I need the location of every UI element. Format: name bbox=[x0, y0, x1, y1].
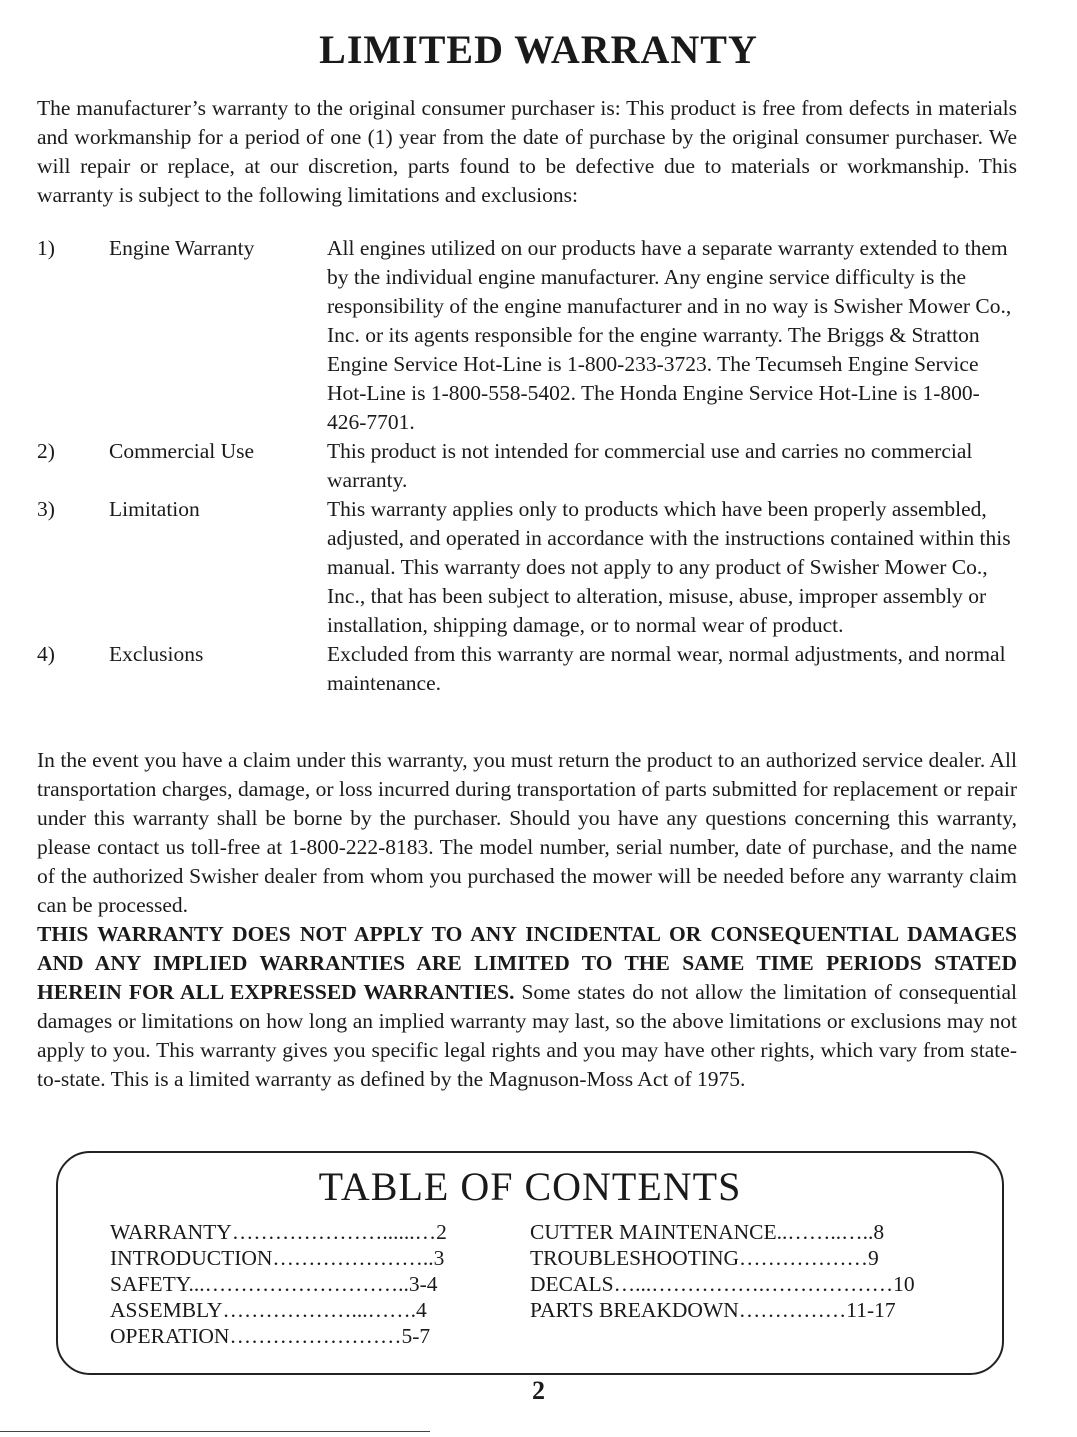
toc-entry: DECALS…...…………….………………10 bbox=[530, 1272, 915, 1296]
page-title: LIMITED WARRANTY bbox=[319, 27, 758, 72]
item-label: Exclusions bbox=[109, 642, 204, 666]
disclaimer-text: Some states do not allow the limitation of consequential damages or limitations on how long an implied warranty may last, so the above limitations or exclusions may not apply to you. This warranty gives you specific legal rights and you may have other rights, which vary from state-to-state. This is a limited warranty as defined by the Magnuson-Moss Act of 1975. bbox=[37, 980, 1017, 1091]
page-number: 2 bbox=[532, 1376, 545, 1405]
item-number: 3) bbox=[37, 497, 55, 521]
toc-right-column bbox=[530, 1219, 915, 1323]
toc-entry: CUTTER MAINTENANCE..……..…..8 bbox=[530, 1220, 885, 1244]
toc-entry: SAFETY...………………………..3-4 bbox=[110, 1272, 438, 1296]
item-text: This warranty applies only to products which have been properly assembled, adjusted, and operated in accordance with the instructions contained within this manual. This warranty does not apply to any product of Swisher Mower Co., Inc., that has been subject to alteration, misuse, abuse, improper assembly or installation, shipping damage, or to normal wear of product. bbox=[327, 497, 1011, 637]
item-text: This product is not intended for commercial use and carries no commercial warranty. bbox=[327, 439, 973, 492]
item-text: All engines utilized on our products have a separate warranty extended to them by the individual engine manufacturer. Any engine service difficulty is the responsibility of the engine manufacturer and in no way is Swisher Mower Co., Inc. or its agents responsible for the engine warranty. The Briggs & Stratton Engine Service Hot-Line is 1-800-233-3723. The Tecumseh Engine Service Hot-Line is 1-800-558-5402. The Honda Engine Service Hot-Line is 1-800-426-7701. bbox=[327, 236, 1012, 434]
toc-entry: INTRODUCTION…………………..3 bbox=[110, 1246, 445, 1270]
toc-entry: WARRANTY…………………......…2 bbox=[110, 1220, 447, 1244]
limitations-list bbox=[37, 234, 1017, 698]
claim-text: In the event you have a claim under this warranty, you must return the product to an authorized service dealer. All transportation charges, damage, or loss incurred during transportation of parts submitted for replacement or repair under this warranty shall be borne by the purchaser. Should you have any questions concerning this warranty, please contact us toll-free at 1-800-222-8183. The model number, serial number, date of purchase, and the name of the authorized Swisher dealer from whom you purchased the mower will be needed before any warranty claim can be processed. bbox=[37, 748, 1017, 917]
item-number: 1) bbox=[37, 236, 55, 260]
toc-entry: PARTS BREAKDOWN……………11-17 bbox=[530, 1298, 896, 1322]
toc-title: TABLE OF CONTENTS bbox=[318, 1164, 742, 1209]
item-label: Commercial Use bbox=[109, 439, 255, 463]
item-label: Limitation bbox=[109, 497, 200, 521]
item-text: Excluded from this warranty are normal wear, normal adjustments, and normal maintenance. bbox=[327, 642, 1006, 695]
toc-left-column bbox=[110, 1219, 447, 1349]
item-number: 4) bbox=[37, 642, 55, 666]
table-of-contents bbox=[56, 1151, 1004, 1375]
list-item bbox=[37, 640, 1017, 698]
disclaimer-bold: THIS WARRANTY DOES NOT APPLY TO ANY INCIDENTAL OR CONSEQUENTIAL DAMAGES AND ANY IMPLIED WARRANTIES ARE LIMITED TO THE SAME TIME PERIODS STATED HEREIN FOR ALL EXPRESSED WARRANTIES. bbox=[37, 922, 1017, 1004]
item-number: 2) bbox=[37, 439, 55, 463]
claim-paragraph bbox=[37, 746, 1017, 1094]
intro-paragraph: The manufacturer’s warranty to the original consumer purchaser is: This product is free from defects in materials and workmanship for a period of one (1) year from the date of purchase by the original consumer purchaser. We will repair or replace, at our discretion, parts found to be defective due to materials or workmanship. This warranty is subject to the following limitations and exclusions: bbox=[37, 96, 1017, 207]
toc-entry: ASSEMBLY………………...…….4 bbox=[110, 1298, 427, 1322]
item-label: Engine Warranty bbox=[109, 236, 255, 260]
list-item bbox=[37, 495, 1017, 640]
list-item bbox=[37, 234, 1017, 437]
toc-entry: OPERATION……………………5-7 bbox=[110, 1324, 431, 1348]
toc-entry: TROUBLESHOOTING………………9 bbox=[530, 1246, 879, 1270]
list-item bbox=[37, 437, 1017, 495]
footer-rule bbox=[0, 1431, 430, 1432]
